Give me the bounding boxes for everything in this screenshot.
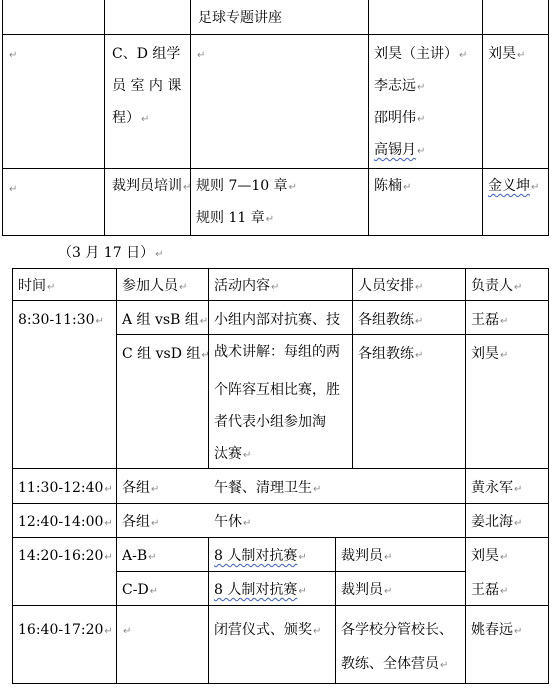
group-a-vs-b: A 组 vsB 组↵ <box>122 312 209 328</box>
time-block3: 12:40-14:00↵ <box>18 514 113 530</box>
content-block5: 闭营仪式、颁奖↵ <box>214 622 322 638</box>
owner-block4-a: 刘昊↵ <box>471 548 509 564</box>
participants-cd-line2: 员 室 内 课 <box>112 78 182 94</box>
owner-block2: 黄永军↵ <box>471 480 523 496</box>
content-line2: 战术讲解：每组的两 <box>214 344 340 360</box>
header-participants: 参加人员↵ <box>122 278 188 294</box>
content-c-d: 8 人制对抗赛↵ <box>214 582 307 598</box>
staff-row3: 陈楠↵ <box>374 178 412 194</box>
staff-4: 高锡月↵ <box>374 142 426 158</box>
time-block2: 11:30-12:40↵ <box>18 480 113 496</box>
content-line5: 汰赛↵ <box>214 446 252 462</box>
owner-block1-c: 刘昊↵ <box>471 346 509 362</box>
group-c-vs-d: C 组 vsD 组↵ <box>122 346 210 362</box>
paragraph-mark: ↵ <box>197 50 206 61</box>
owner-row3: 金义坤↵ <box>488 178 540 194</box>
date-label: （3 月 17 日）↵ <box>58 245 164 261</box>
participants-block2: 各组↵ <box>122 480 160 496</box>
participants-a-b: A-B↵ <box>122 548 157 564</box>
content-block2: 午餐、清理卫生↵ <box>214 480 322 496</box>
rules-line1: 规则 7—10 章↵ <box>196 178 298 194</box>
content-line1: 小组内部对抗赛、技 <box>214 312 340 328</box>
staff-3: 邵明伟↵ <box>374 110 426 126</box>
staff-2: 李志远↵ <box>374 78 426 94</box>
header-owner: 负责人↵ <box>471 278 523 294</box>
time-block4: 14:20-16:20↵ <box>18 548 113 564</box>
rules-line2: 规则 11 章↵ <box>196 210 275 226</box>
content-a-b: 8 人制对抗赛↵ <box>214 548 307 564</box>
content-line3: 个阵容互相比赛，胜 <box>214 382 340 398</box>
owner-row2: 刘昊↵ <box>488 46 526 62</box>
time-block5: 16:40-17:20↵ <box>18 622 113 638</box>
paragraph-mark: ↵ <box>9 184 18 195</box>
content-line4: 者代表小组参加淘 <box>214 414 326 430</box>
staff-a-b: 裁判员↵ <box>341 548 393 564</box>
owner-block1-a: 王磊↵ <box>471 312 509 328</box>
staff-c-vs-d: 各组教练↵ <box>358 346 424 362</box>
paragraph-mark: ↵ <box>123 626 132 637</box>
paragraph-mark: ↵ <box>9 50 18 61</box>
header-content: 活动内容↵ <box>214 278 280 294</box>
lecture-title: 足球专题讲座 <box>198 10 282 26</box>
time-block1: 8:30-11:30↵ <box>18 312 104 328</box>
staff-block5-line2: 教练、全体营员↵ <box>341 656 449 672</box>
participants-cd-line3: 程）↵ <box>112 110 150 126</box>
header-time: 时间↵ <box>18 278 56 294</box>
content-block3: 午休↵ <box>214 514 252 530</box>
header-staff: 人员安排↵ <box>358 278 424 294</box>
referee-training: 裁判员培训↵ <box>112 178 192 194</box>
owner-block4-c: 王磊↵ <box>471 582 509 598</box>
staff-main: 刘昊（主讲）↵ <box>374 46 468 62</box>
staff-c-d: 裁判员↵ <box>341 582 393 598</box>
staff-a-vs-b: 各组教练↵ <box>358 312 424 328</box>
owner-block5: 姚春远↵ <box>471 622 523 638</box>
participants-c-d: C-D↵ <box>122 582 159 598</box>
owner-block3: 姜北海↵ <box>471 514 523 530</box>
participants-cd: C、D 组学 <box>112 46 181 62</box>
staff-block5-line1: 各学校分管校长、 <box>341 622 453 638</box>
participants-block3: 各组↵ <box>122 514 160 530</box>
